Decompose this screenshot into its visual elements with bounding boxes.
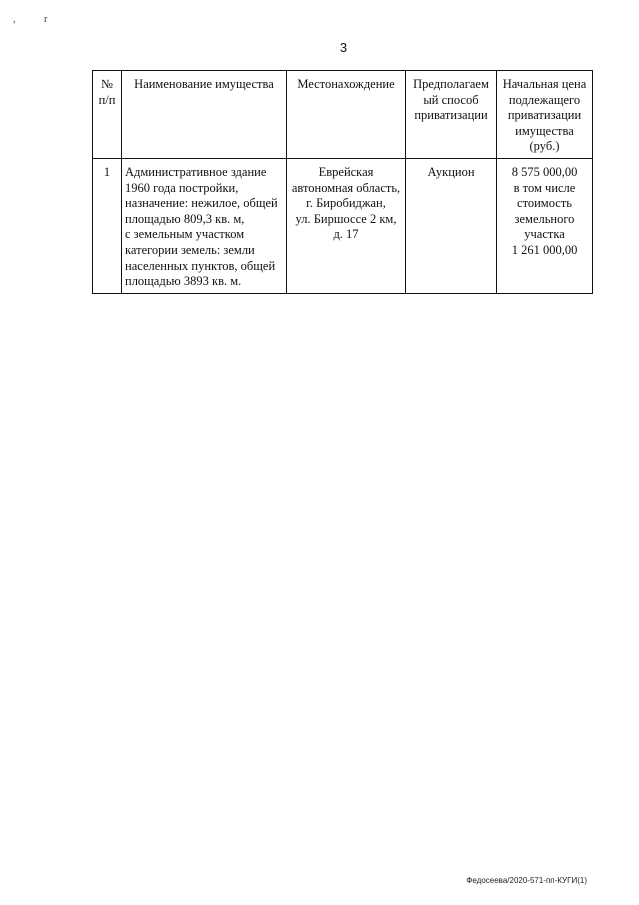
header-number: № п/п [93, 71, 122, 159]
header-location: Местонахождение [287, 71, 406, 159]
scan-mark: r [44, 14, 48, 25]
cell-property-name: Административное здание 1960 года постройки, назначение: нежилое, общей площадью 809,3 кв. м, с земельным участком категории земель: земли населенных пунктов, общей площадью 3893 кв. м. [122, 158, 287, 293]
header-privatization-method: Предполагаем ый способ приватизации [406, 71, 497, 159]
page-number: 3 [339, 40, 348, 55]
table-row [93, 158, 593, 293]
cell-initial-price: 8 575 000,00 в том числе стоимость земельного участка 1 261 000,00 [497, 158, 593, 293]
cell-privatization-method: Аукцион [406, 158, 497, 293]
property-table [92, 70, 593, 294]
cell-number: 1 [93, 158, 122, 293]
cell-location: Еврейская автономная область, г. Биробиджан, ул. Биршоссе 2 км, д. 17 [287, 158, 406, 293]
header-property-name: Наименование имущества [122, 71, 287, 159]
document-reference: Федосеева/2020-571-пп-КУГИ(1) [466, 876, 587, 885]
scan-mark: , [13, 14, 16, 25]
header-initial-price: Начальная цена подлежащего приватизации имущества (руб.) [497, 71, 593, 159]
table-header-row [93, 71, 593, 159]
